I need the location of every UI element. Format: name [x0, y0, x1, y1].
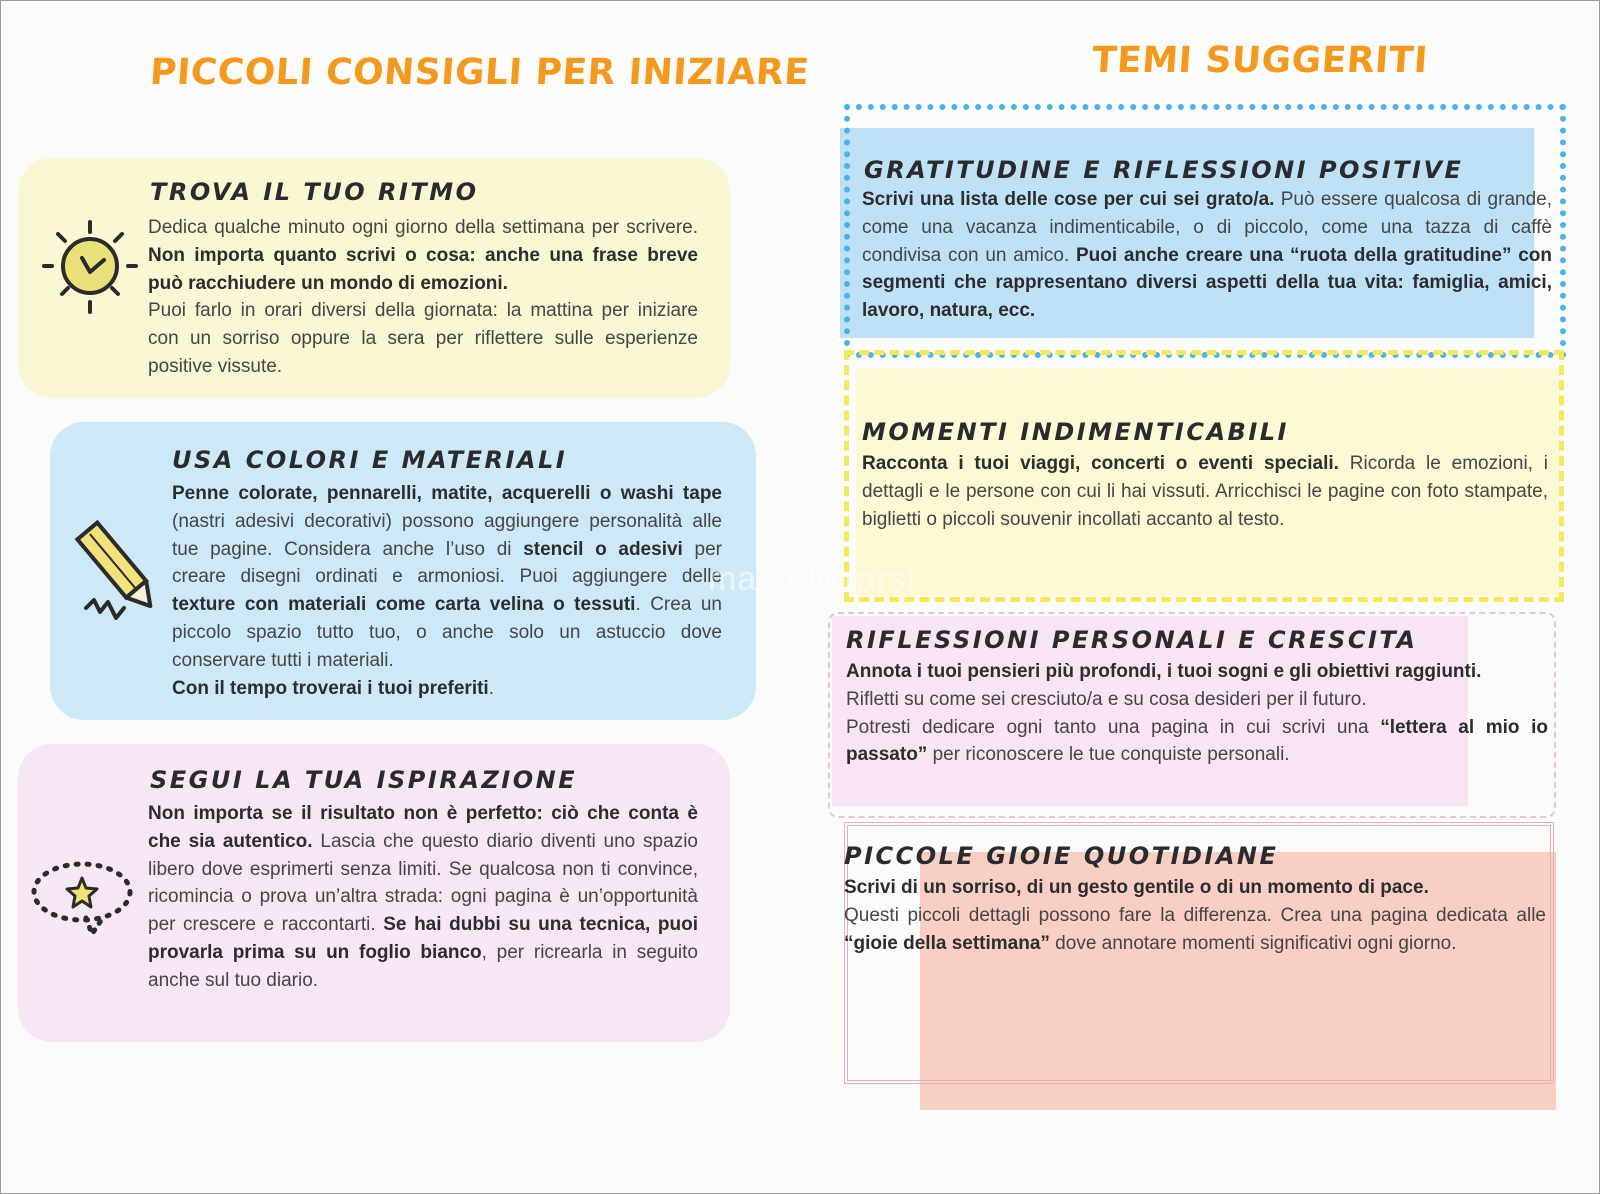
tip-box-colors — [50, 422, 756, 720]
tip-body — [148, 800, 698, 995]
bold-text-run: “lettera al mio io passato” — [846, 716, 1548, 766]
tip-box-rhythm — [18, 158, 730, 398]
bold-text-run: Penne colorate, pennarelli, matite, acquerelli o washi tape — [172, 483, 722, 504]
left-page-title: PICCOLI CONSIGLI PER INIZIARE — [148, 52, 811, 93]
pencil-icon — [66, 508, 176, 628]
bold-text-run: Se hai dubbi su una tecnica, puoi provarla prima su un foglio bianco — [148, 914, 698, 963]
theme-box-moments — [844, 350, 1566, 606]
star-speech-bubble-icon — [24, 854, 134, 950]
text-run: (nastri adesivi decorativi) possono aggiungere personalità alle tue pagine. Considera anche l’uso di — [172, 510, 722, 560]
text-run: Ricorda le emozioni, i dettagli e le persone con cui li hai vissuti. Arricchisci le pagine con foto stampate, biglietti o piccoli souvenir incollati accanto al testo. — [862, 453, 1548, 530]
text-run: Questi piccoli dettagli possono fare la differenza. Crea una pagina dedicata alle — [844, 904, 1546, 926]
clock-sun-icon — [38, 214, 142, 318]
theme-heading: RIFLESSIONI PERSONALI E CRESCITA — [846, 626, 1418, 654]
text-run: , per ricrearla in seguito anche sul tuo diario. — [148, 941, 698, 991]
text-run: Può essere qualcosa di grande, come una vacanza indimenticabile, o di piccolo, come una tazza di caffè condivisa con un amico. — [862, 189, 1552, 266]
text-run: Rifletti su come sei cresciuto/a e su cosa desideri per il futuro. — [846, 688, 1367, 710]
tip-box-inspiration — [18, 744, 730, 1042]
theme-body — [862, 450, 1548, 533]
bold-text-run: Annota i tuoi pensieri più profondi, i tuoi sogni e gli obiettivi raggiunti. — [846, 661, 1482, 682]
text-run: . Crea un piccolo spazio tutto tuo, o anche solo un astuccio dove conservare tutti i materiali. — [172, 594, 722, 671]
text-run: Puoi farlo in orari diversi della giornata: la mattina per iniziare con un sorriso oppure la sera per riflettere sulle esperienze positive vissute. — [148, 300, 698, 377]
bold-text-run: stencil o adesivi — [523, 538, 683, 560]
text-run: per riconoscere le tue conquiste personali. — [927, 744, 1290, 766]
theme-body — [846, 658, 1548, 769]
theme-heading: MOMENTI INDIMENTICABILI — [862, 418, 1289, 446]
theme-heading: GRATITUDINE E RIFLESSIONI POSITIVE — [864, 156, 1464, 184]
text-run: Potresti dedicare ogni tanto una pagina in cui scrivi una — [846, 716, 1381, 738]
text-run: Dedica qualche minuto ogni giorno della settimana per scrivere. — [148, 217, 698, 238]
text-run: Lascia che questo diario diventi uno spazio libero dove esprimerti senza limiti. Se qualcosa non ti convince, ricomincia o prova un’altra strada: ogni pagina è un’opportunità per crescere e raccontarti. — [148, 830, 698, 936]
tip-body — [148, 214, 698, 381]
bold-text-run: “gioie della settimana” — [844, 932, 1050, 954]
bold-text-run: Scrivi una lista delle cose per cui sei grato/a. — [862, 189, 1275, 210]
text-run: . — [488, 677, 494, 699]
text-run: dove annotare momenti significativi ogni giorno. — [1049, 932, 1457, 954]
bold-text-run: texture con materiali come carta velina o tessuti — [172, 594, 636, 616]
tip-heading: SEGUI LA TUA ISPIRAZIONE — [150, 766, 578, 794]
theme-body — [844, 874, 1546, 957]
theme-box-joys — [826, 822, 1562, 1112]
theme-heading: PICCOLE GIOIE QUOTIDIANE — [844, 842, 1279, 870]
right-page-title: TEMI SUGGERITI — [1090, 40, 1430, 81]
bold-text-run: Puoi anche creare una “ruota della gratitudine” con segmenti che rappresentano diversi aspetti della tua vita: famiglia, amici, lavoro, natura, ecc. — [862, 244, 1552, 322]
tip-heading: USA COLORI E MATERIALI — [172, 446, 568, 474]
bold-text-run: Scrivi di un sorriso, di un gesto gentile o di un momento di pace. — [844, 877, 1429, 898]
tip-heading: TROVA IL TUO RITMO — [150, 178, 479, 206]
text-run: per creare disegni ordinati e armoniosi. Puoi aggiungere delle — [172, 538, 722, 588]
watermark: macrolibrarsi — [708, 560, 916, 598]
bold-text-run: Non importa se il risultato non è perfetto: ciò che conta è che sia autentico. — [148, 803, 698, 852]
bold-text-run: Con il tempo troverai i tuoi preferiti — [172, 677, 489, 699]
bold-text-run: Racconta i tuoi viaggi, concerti o eventi speciali. — [862, 453, 1339, 474]
bold-text-run: Non importa quanto scrivi o cosa: anche una frase breve può racchiudere un mondo di emozioni. — [148, 244, 698, 294]
tip-body — [172, 480, 722, 702]
theme-box-growth — [828, 612, 1564, 824]
theme-box-gratitude — [840, 104, 1570, 362]
theme-body — [862, 186, 1552, 325]
